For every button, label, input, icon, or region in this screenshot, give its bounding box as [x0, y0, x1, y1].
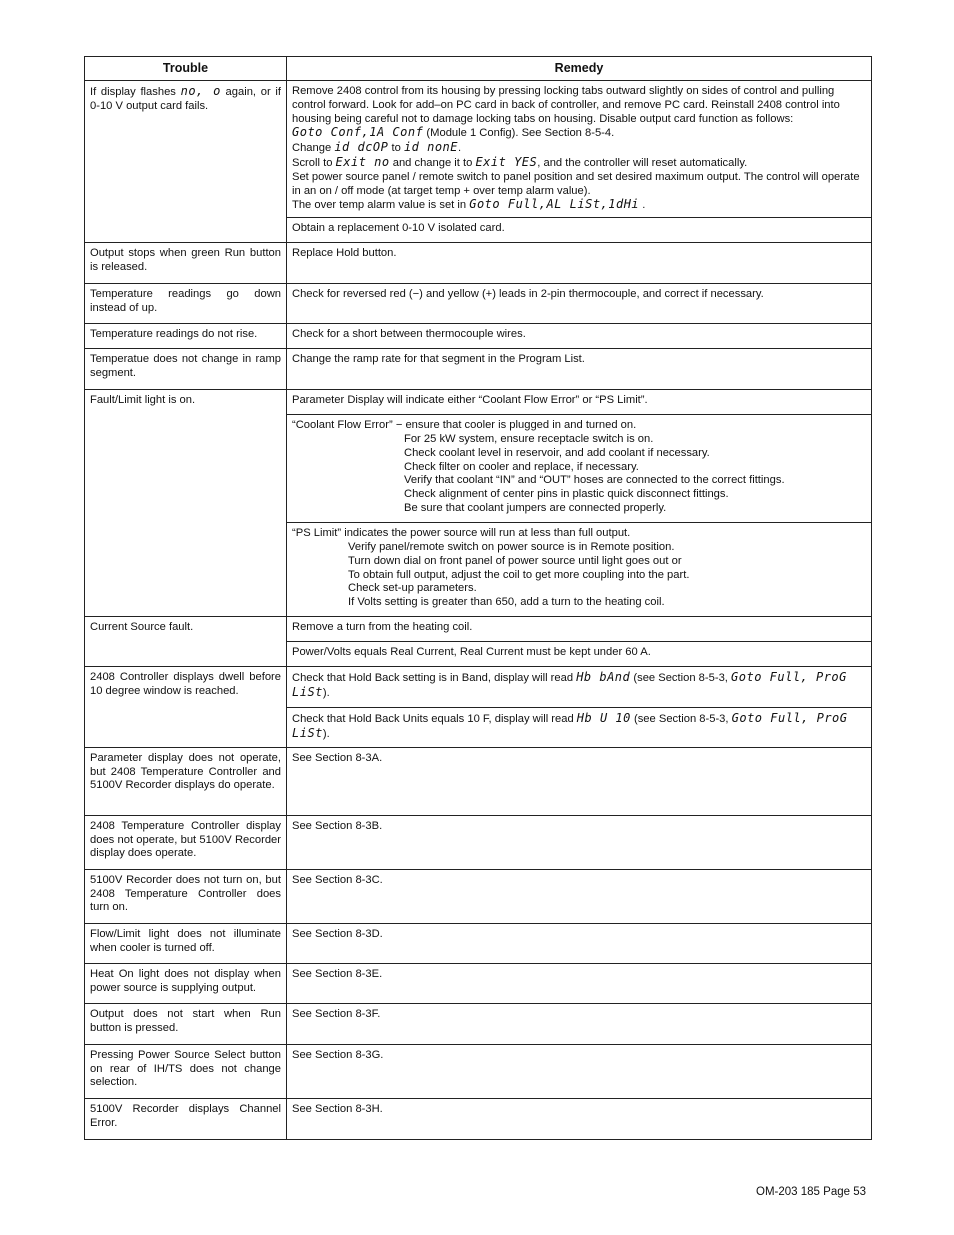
trouble-cell: Temperatue does not change in ramp segment.	[85, 349, 287, 390]
list-item: Verify panel/remote switch on power source is in Remote position.	[348, 540, 675, 553]
trouble-cell: Temperature readings do not rise.	[85, 324, 287, 349]
remedy-cell: “Coolant Flow Error” − ensure that cooler is plugged in and turned on. For 25 kW system, ensure receptacle switch is on. Check coolant level in reservoir, and add coolant if necessary. Check filter on cooler and replace, if necessary. Verify that coolant “IN” and “OUT” hoses are connected to the correct fittings. Check alignment of center pins in plastic quick disconnect fittings. Be sure that coolant jumpers are connected properly.	[287, 415, 872, 523]
lcd-readout: Goto Full, ProG LiSt	[292, 711, 848, 740]
trouble-cell: 5100V Recorder does not turn on, but 2408 Temperature Controller does turn on.	[85, 869, 287, 923]
trouble-cell: Current Source fault.	[85, 617, 287, 667]
trouble-cell: Temperature readings go down instead of up.	[85, 284, 287, 324]
table-row	[85, 243, 872, 284]
trouble-cell: 2408 Temperature Controller display does not operate, but 5100V Recorder display does operate.	[85, 815, 287, 869]
table-row	[85, 923, 872, 963]
trouble-cell: Pressing Power Source Select button on rear of IH/TS does not change selection.	[85, 1044, 287, 1098]
remedy-cell: See Section 8-3D.	[287, 923, 872, 963]
table-header-row	[85, 57, 872, 81]
remedy-cell: “PS Limit” indicates the power source will run at less than full output. Verify panel/remote switch on power source is in Remote position. Turn down dial on front panel of power source until light goes out or To obtain full output, adjust the coil to get more coupling into the part. Check set-up parameters. If Volts setting is greater than 650, add a turn to the heating coil.	[287, 523, 872, 617]
lcd-readout: Exit no	[335, 154, 390, 169]
remedy-cell: See Section 8-3C.	[287, 869, 872, 923]
trouble-cell: Output stops when green Run button is released.	[85, 243, 287, 284]
table-row	[85, 81, 872, 218]
remedy-cell: See Section 8-3H.	[287, 1098, 872, 1139]
list-item: Verify that coolant “IN” and “OUT” hoses are connected to the correct fittings.	[404, 474, 785, 487]
trouble-cell: 2408 Controller displays dwell before 10 degree window is reached.	[85, 667, 287, 748]
lcd-readout: Exit YES	[475, 154, 538, 169]
remedy-cell: Check that Hold Back Units equals 10 F, display will read Hb U 10 (see Section 8-5-3, Goto Full, ProG LiSt).	[287, 708, 872, 748]
lcd-readout: Goto Full, ProG LiSt	[292, 670, 847, 699]
lcd-readout: Goto Full,AL LiSt,1dHi	[469, 197, 640, 212]
lcd-readout: no, o	[180, 84, 221, 98]
remedy-cell: Power/Volts equals Real Current, Real Current must be kept under 60 A.	[287, 642, 872, 667]
troubleshooting-table	[84, 56, 872, 1140]
trouble-cell: Output does not start when Run button is pressed.	[85, 1003, 287, 1044]
list-item: Check coolant level in reservoir, and add coolant if necessary.	[404, 446, 710, 459]
list-item: To obtain full output, adjust the coil to get more coupling into the part.	[348, 568, 690, 581]
table-row	[85, 869, 872, 923]
list-item: For 25 kW system, ensure receptacle switch is on.	[404, 432, 654, 445]
trouble-column-header: Trouble	[85, 57, 287, 81]
table-row	[85, 324, 872, 349]
remedy-cell: See Section 8-3F.	[287, 1003, 872, 1044]
list-item: Be sure that coolant jumpers are connected properly.	[404, 501, 667, 514]
table-row	[85, 390, 872, 415]
remedy-cell: See Section 8-3B.	[287, 815, 872, 869]
list-item: Check filter on cooler and replace, if necessary.	[404, 460, 639, 473]
lcd-readout: Hb bAnd	[576, 670, 631, 685]
trouble-cell: Parameter display does not operate, but 2408 Temperature Controller and 5100V Recorder displays do operate.	[85, 747, 287, 815]
table-row	[85, 815, 872, 869]
list-item: Check alignment of center pins in plastic quick disconnect fittings.	[404, 488, 729, 501]
remedy-cell: Change the ramp rate for that segment in the Program List.	[287, 349, 872, 390]
remedy-cell: See Section 8-3A.	[287, 747, 872, 815]
table-row	[85, 349, 872, 390]
trouble-cell: Flow/Limit light does not illuminate when cooler is turned off.	[85, 923, 287, 963]
remedy-cell: See Section 8-3E.	[287, 963, 872, 1003]
trouble-cell: 5100V Recorder displays Channel Error.	[85, 1098, 287, 1139]
table-row	[85, 667, 872, 708]
remedy-cell: Remove 2408 control from its housing by pressing locking tabs outward slightly on sides of control and pulling control forward. Look for add–on PC card in back of controller, and remove PC card. Reinstall 2408 control into housing being careful not to damage locking tabs on housing. Disable output card function as follows: Goto Conf,1A Conf (Module 1 Config). See Section 8-5-4. Change id dcOP to id nonE. Scroll to Exit no and change it to Exit YES, and the controller will reset automatically. Set power source panel / remote switch to panel position and set desired maximum output. The control will operate in an on / off mode (at target temp + over temp alarm value). The over temp alarm value is set in Goto Full,AL LiSt,1dHi .	[287, 81, 872, 218]
table-row	[85, 963, 872, 1003]
trouble-cell: Fault/Limit light is on.	[85, 390, 287, 617]
lcd-readout: id nonE	[403, 140, 459, 155]
table-row	[85, 617, 872, 642]
remedy-cell: Check that Hold Back setting is in Band, display will read Hb bAnd (see Section 8-5-3, Goto Full, ProG LiSt).	[287, 667, 872, 708]
remedy-cell: Obtain a replacement 0-10 V isolated card.	[287, 218, 872, 243]
table-row	[85, 284, 872, 324]
remedy-cell: Remove a turn from the heating coil.	[287, 617, 872, 642]
trouble-cell: If display flashes no, o again, or if 0-10 V output card fails.	[85, 81, 287, 243]
remedy-column-header: Remedy	[287, 57, 872, 81]
list-item: Turn down dial on front panel of power source until light goes out or	[348, 554, 682, 567]
remedy-cell: Parameter Display will indicate either “Coolant Flow Error” or “PS Limit”.	[287, 390, 872, 415]
table-row	[85, 1098, 872, 1139]
list-item: If Volts setting is greater than 650, add a turn to the heating coil.	[348, 596, 665, 609]
trouble-cell: Heat On light does not display when power source is supplying output.	[85, 963, 287, 1003]
remedy-cell: See Section 8-3G.	[287, 1044, 872, 1098]
remedy-cell: Replace Hold button.	[287, 243, 872, 284]
lcd-readout: id dcOP	[334, 140, 389, 155]
table-row	[85, 747, 872, 815]
table-row	[85, 1044, 872, 1098]
page-footer: OM-203 185 Page 53	[756, 1186, 866, 1198]
remedy-cell: Check for reversed red (−) and yellow (+) leads in 2-pin thermocouple, and correct if necessary.	[287, 284, 872, 324]
list-item: Check set-up parameters.	[348, 582, 477, 595]
lcd-readout: Hb U 10	[576, 711, 631, 726]
table-row	[85, 1003, 872, 1044]
lcd-readout: Goto Conf,1A Conf	[292, 125, 424, 140]
remedy-cell: Check for a short between thermocouple wires.	[287, 324, 872, 349]
